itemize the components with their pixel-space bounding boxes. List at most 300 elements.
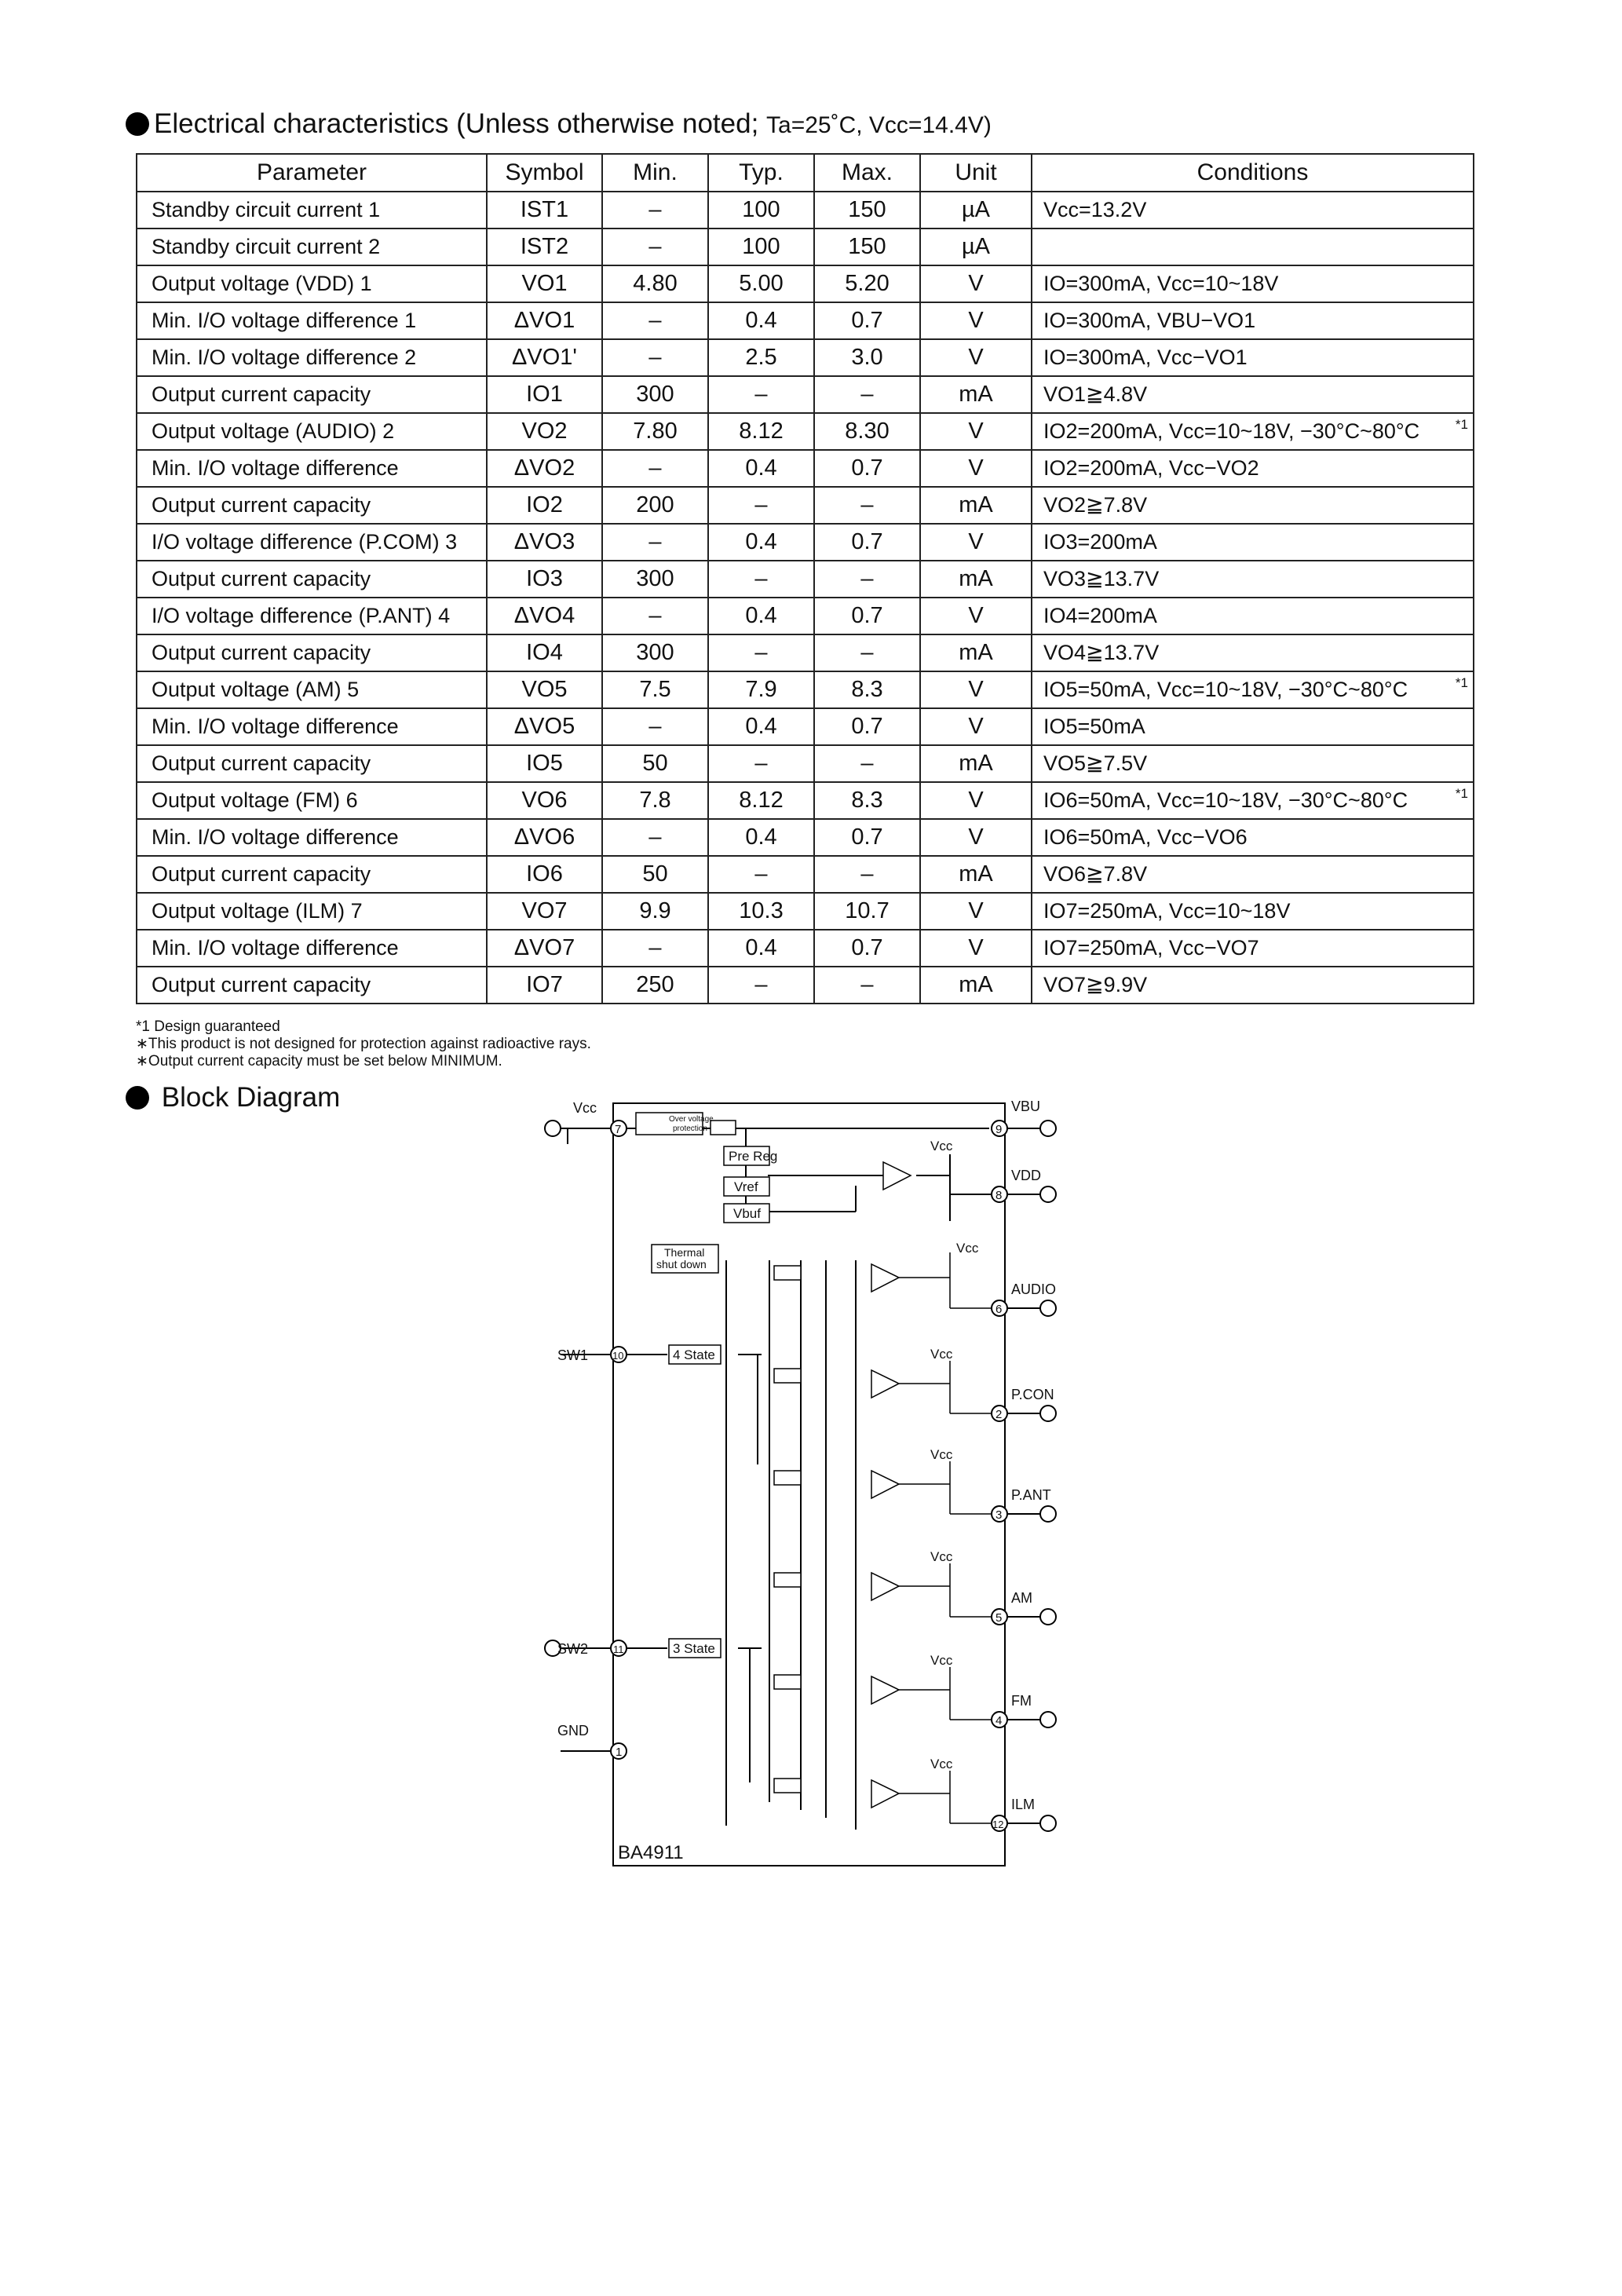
- header-max: Max.: [814, 154, 920, 192]
- cell-param: [137, 561, 487, 598]
- symbol-text: IO2: [526, 492, 563, 517]
- cell-typ: [708, 671, 814, 708]
- cell-param: [137, 819, 487, 856]
- cell-typ: [708, 967, 814, 1004]
- cell-min: [602, 192, 708, 229]
- min-text: 4.80: [633, 271, 678, 296]
- typ-text: –: [754, 566, 768, 591]
- cell-min: [602, 708, 708, 745]
- table-row: [137, 634, 1474, 671]
- table-row: [137, 598, 1474, 634]
- footnotes: [136, 1018, 591, 1070]
- table-row: [137, 782, 1474, 819]
- vcc-label: Vcc: [930, 1347, 953, 1362]
- cell-max: [814, 782, 920, 819]
- external-terminal-icon: [1040, 1815, 1056, 1831]
- regulator-channel: [774, 1252, 1005, 1308]
- cell-typ: [708, 856, 814, 893]
- symbol-text: IO7: [526, 972, 563, 997]
- cell-cond: [1032, 819, 1474, 856]
- param-text: Min. I/O voltage difference: [152, 936, 399, 960]
- typ-text: –: [754, 640, 768, 665]
- cell-min: [602, 450, 708, 487]
- cell-unit: [920, 893, 1032, 930]
- switch-icon: [774, 1266, 801, 1280]
- typ-text: 8.12: [739, 419, 784, 444]
- cell-unit: [920, 930, 1032, 967]
- op-amp-icon: [871, 1780, 899, 1808]
- cell-unit: [920, 598, 1032, 634]
- block-diagram: [542, 1095, 1076, 1881]
- table-row: [137, 302, 1474, 339]
- table-row: [137, 229, 1474, 265]
- table-row: [137, 745, 1474, 782]
- cell-cond: [1032, 524, 1474, 561]
- symbol-text: ΔVO3: [513, 529, 575, 554]
- cond-text: IO6=50mA, Vcc−VO6: [1043, 825, 1248, 849]
- cell-min: [602, 339, 708, 376]
- unit-text: mA: [959, 382, 993, 407]
- table-row: [137, 376, 1474, 413]
- min-text: 7.5: [639, 677, 671, 702]
- cell-unit: [920, 413, 1032, 450]
- cell-typ: [708, 487, 814, 524]
- table-row: [137, 967, 1474, 1004]
- min-text: 9.9: [639, 898, 671, 923]
- cell-cond: [1032, 561, 1474, 598]
- cell-typ: [708, 561, 814, 598]
- symbol-text: VO2: [521, 419, 568, 444]
- cell-param: [137, 265, 487, 302]
- cell-min: [602, 229, 708, 265]
- unit-text: mA: [959, 640, 993, 665]
- cell-symbol: [487, 745, 602, 782]
- cell-param: [137, 524, 487, 561]
- cell-typ: [708, 930, 814, 967]
- cell-max: [814, 967, 920, 1004]
- cond-text: VO7≧9.9V: [1043, 973, 1148, 996]
- symbol-text: IST1: [520, 197, 569, 222]
- typ-text: 7.9: [745, 677, 777, 702]
- cell-symbol: [487, 782, 602, 819]
- cell-unit: [920, 339, 1032, 376]
- symbol-text: IST2: [520, 234, 569, 259]
- unit-text: V: [968, 824, 984, 850]
- vbuf-label: Vbuf: [733, 1206, 761, 1221]
- regulator-channel: [774, 1667, 1005, 1720]
- cell-typ: [708, 265, 814, 302]
- op-amp-icon: [871, 1370, 899, 1398]
- cell-min: [602, 413, 708, 450]
- max-text: 5.20: [845, 271, 890, 296]
- cell-param: [137, 930, 487, 967]
- min-text: –: [648, 455, 662, 481]
- cell-cond: [1032, 229, 1474, 265]
- cond-text: IO7=250mA, Vcc=10~18V: [1043, 899, 1291, 923]
- over-voltage-label: protection: [673, 1124, 707, 1133]
- vcc-label: Vcc: [930, 1757, 953, 1771]
- cell-symbol: [487, 967, 602, 1004]
- typ-text: 10.3: [739, 898, 784, 923]
- pin-label-audio: AUDIO: [1011, 1281, 1057, 1297]
- cell-param: [137, 967, 487, 1004]
- cell-cond: [1032, 302, 1474, 339]
- cell-min: [602, 634, 708, 671]
- cond-text: IO2=200mA, Vcc−VO2: [1043, 456, 1259, 480]
- op-amp-icon: [883, 1162, 911, 1190]
- unit-text: mA: [959, 566, 993, 591]
- pin-number: 1: [616, 1746, 623, 1759]
- cond-text: IO=300mA, Vcc=10~18V: [1043, 272, 1279, 295]
- min-text: 300: [636, 640, 674, 665]
- symbol-text: VO6: [521, 788, 568, 813]
- regulator-channel: [774, 1771, 1005, 1823]
- symbol-text: IO3: [526, 566, 563, 591]
- typ-text: 100: [742, 197, 780, 222]
- pin-number: 10: [612, 1350, 624, 1362]
- min-text: 250: [636, 972, 674, 997]
- cell-param: [137, 413, 487, 450]
- external-terminal-icon: [1040, 1609, 1056, 1625]
- cell-param: [137, 893, 487, 930]
- param-text: Standby circuit current 2: [152, 235, 381, 258]
- cell-max: [814, 265, 920, 302]
- cell-symbol: [487, 229, 602, 265]
- op-amp-icon: [871, 1471, 899, 1498]
- cell-max: [814, 930, 920, 967]
- pin-number: 11: [613, 1643, 624, 1655]
- cell-cond: [1032, 745, 1474, 782]
- op-amp-icon: [871, 1573, 899, 1600]
- symbol-text: IO6: [526, 861, 563, 887]
- pin-label-sw2: SW2: [557, 1641, 589, 1657]
- pin-label-vbu: VBU: [1011, 1099, 1041, 1114]
- min-text: –: [648, 308, 662, 333]
- min-text: –: [648, 603, 662, 628]
- cond-text: VO6≧7.8V: [1043, 862, 1148, 886]
- unit-text: mA: [959, 861, 993, 887]
- symbol-text: ΔVO6: [513, 824, 575, 850]
- cell-symbol: [487, 376, 602, 413]
- cell-typ: [708, 413, 814, 450]
- max-text: –: [860, 492, 874, 517]
- pin-label-gnd: GND: [557, 1723, 589, 1738]
- cell-typ: [708, 229, 814, 265]
- cond-text: VO4≧13.7V: [1043, 641, 1160, 664]
- cell-unit: [920, 450, 1032, 487]
- cell-cond: [1032, 450, 1474, 487]
- typ-text: –: [754, 861, 768, 887]
- cell-symbol: [487, 708, 602, 745]
- footnote-marker: *1: [1455, 786, 1468, 801]
- pin-number: 8: [995, 1189, 1003, 1202]
- param-text: Output voltage (AUDIO) 2: [152, 419, 395, 443]
- typ-text: 0.4: [745, 824, 777, 850]
- typ-text: 5.00: [739, 271, 784, 296]
- cell-cond: [1032, 376, 1474, 413]
- regulator-channel: [883, 1162, 911, 1190]
- unit-text: V: [968, 529, 984, 554]
- bullet-icon: [126, 1086, 149, 1110]
- cell-unit: [920, 561, 1032, 598]
- typ-text: –: [754, 492, 768, 517]
- max-text: –: [860, 972, 874, 997]
- unit-text: µA: [961, 197, 991, 222]
- symbol-text: ΔVO2: [513, 455, 575, 481]
- max-text: 10.7: [845, 898, 890, 923]
- table-row: [137, 450, 1474, 487]
- pin-label-sw1: SW1: [557, 1347, 589, 1363]
- max-text: 0.7: [851, 455, 883, 481]
- typ-text: 0.4: [745, 529, 777, 554]
- cond-text: IO2=200mA, Vcc=10~18V, −30°C~80°C: [1043, 419, 1420, 443]
- cell-unit: [920, 524, 1032, 561]
- table-row: [137, 856, 1474, 893]
- unit-text: mA: [959, 492, 993, 517]
- pin-number: 6: [995, 1303, 1003, 1316]
- header-conditions: Conditions: [1032, 154, 1474, 192]
- header-min: Min.: [602, 154, 708, 192]
- header-parameter: Parameter: [137, 154, 487, 192]
- unit-text: V: [968, 677, 984, 702]
- param-text: Min. I/O voltage difference: [152, 715, 399, 738]
- cell-typ: [708, 893, 814, 930]
- regulator-channel: [774, 1361, 1005, 1413]
- block-diagram-heading: [126, 1082, 340, 1113]
- cell-max: [814, 708, 920, 745]
- switch-icon: [711, 1121, 736, 1135]
- cell-symbol: [487, 893, 602, 930]
- pin-number: 3: [995, 1508, 1003, 1522]
- cell-param: [137, 598, 487, 634]
- cell-typ: [708, 745, 814, 782]
- pin-label-pcon: P.CON: [1011, 1387, 1054, 1402]
- header-unit: Unit: [920, 154, 1032, 192]
- cell-cond: [1032, 967, 1474, 1004]
- pin-number: 2: [995, 1408, 1003, 1421]
- min-text: –: [648, 714, 662, 739]
- unit-text: V: [968, 898, 984, 923]
- table-row: [137, 708, 1474, 745]
- min-text: –: [648, 529, 662, 554]
- switch-icon: [774, 1675, 801, 1689]
- symbol-text: ΔVO4: [513, 603, 575, 628]
- min-text: 300: [636, 382, 674, 407]
- cell-symbol: [487, 930, 602, 967]
- pin-label-fm: FM: [1011, 1693, 1032, 1709]
- max-text: 150: [848, 197, 886, 222]
- cond-text: IO=300mA, VBU−VO1: [1043, 309, 1256, 332]
- typ-text: –: [754, 382, 768, 407]
- cell-min: [602, 819, 708, 856]
- cell-max: [814, 339, 920, 376]
- cell-min: [602, 598, 708, 634]
- max-text: 0.7: [851, 824, 883, 850]
- pin-label-vdd: VDD: [1011, 1168, 1042, 1183]
- footnote-marker: *1: [1455, 417, 1468, 432]
- cell-symbol: [487, 339, 602, 376]
- cell-max: [814, 671, 920, 708]
- cell-symbol: [487, 671, 602, 708]
- cell-symbol: [487, 192, 602, 229]
- cell-symbol: [487, 302, 602, 339]
- max-text: 0.7: [851, 308, 883, 333]
- cell-max: [814, 302, 920, 339]
- cell-symbol: [487, 413, 602, 450]
- max-text: –: [860, 861, 874, 887]
- cell-symbol: [487, 561, 602, 598]
- param-text: I/O voltage difference (P.ANT) 4: [152, 604, 451, 627]
- cond-text: VO5≧7.5V: [1043, 751, 1148, 775]
- table-row: [137, 524, 1474, 561]
- cell-symbol: [487, 634, 602, 671]
- table-body: [137, 192, 1474, 1004]
- cell-min: [602, 302, 708, 339]
- cell-param: [137, 376, 487, 413]
- unit-text: V: [968, 345, 984, 370]
- cell-param: [137, 782, 487, 819]
- table-row: [137, 413, 1474, 450]
- param-text: Min. I/O voltage difference: [152, 825, 399, 849]
- unit-text: V: [968, 308, 984, 333]
- cell-min: [602, 671, 708, 708]
- min-text: 200: [636, 492, 674, 517]
- cell-min: [602, 487, 708, 524]
- cell-cond: [1032, 192, 1474, 229]
- param-text: Output current capacity: [152, 567, 371, 590]
- cond-text: IO5=50mA, Vcc=10~18V, −30°C~80°C: [1043, 678, 1408, 701]
- table-row: [137, 819, 1474, 856]
- cell-cond: [1032, 413, 1474, 450]
- max-text: 0.7: [851, 714, 883, 739]
- cell-min: [602, 856, 708, 893]
- min-text: –: [648, 234, 662, 259]
- max-text: –: [860, 640, 874, 665]
- three-state-label: 3 State: [673, 1641, 715, 1656]
- cell-min: [602, 893, 708, 930]
- cell-unit: [920, 192, 1032, 229]
- thermal-label: shut down: [656, 1258, 707, 1270]
- symbol-text: VO1: [521, 271, 568, 296]
- unit-text: mA: [959, 972, 993, 997]
- cell-symbol: [487, 856, 602, 893]
- pre-reg-label: Pre Reg: [729, 1149, 778, 1164]
- typ-text: –: [754, 972, 768, 997]
- cond-text: IO3=200mA: [1043, 530, 1157, 554]
- typ-text: 8.12: [739, 788, 784, 813]
- cell-unit: [920, 671, 1032, 708]
- cell-cond: [1032, 265, 1474, 302]
- cell-max: [814, 561, 920, 598]
- cell-unit: [920, 229, 1032, 265]
- cell-unit: [920, 782, 1032, 819]
- cell-cond: [1032, 782, 1474, 819]
- pin-label-pant: P.ANT: [1011, 1487, 1051, 1503]
- regulator-channel: [774, 1563, 1005, 1617]
- cell-unit: [920, 487, 1032, 524]
- max-text: 0.7: [851, 935, 883, 960]
- block-diagram-title: Block Diagram: [161, 1082, 341, 1113]
- cell-typ: [708, 782, 814, 819]
- cell-unit: [920, 302, 1032, 339]
- param-text: Output voltage (FM) 6: [152, 788, 358, 812]
- cell-typ: [708, 376, 814, 413]
- cell-typ: [708, 450, 814, 487]
- pin-label-ilm: ILM: [1011, 1797, 1036, 1812]
- symbol-text: ΔVO1': [512, 345, 577, 370]
- param-text: Standby circuit current 1: [152, 198, 381, 221]
- cond-text: VO3≧13.7V: [1043, 567, 1160, 590]
- min-text: –: [648, 345, 662, 370]
- cell-cond: [1032, 339, 1474, 376]
- max-text: 0.7: [851, 529, 883, 554]
- cell-typ: [708, 634, 814, 671]
- footnote-marker: *1: [1455, 675, 1468, 690]
- param-text: Min. I/O voltage difference 2: [152, 345, 417, 369]
- bullet-icon: [126, 112, 149, 136]
- ec-title-main: Electrical characteristics (Unless otherwise noted;: [154, 108, 767, 139]
- chip-name: BA4911: [618, 1842, 684, 1863]
- unit-text: V: [968, 419, 984, 444]
- vref-label: Vref: [734, 1179, 758, 1194]
- external-terminal-icon: [1040, 1186, 1056, 1202]
- footnote: ∗This product is not designed for protection against radioactive rays.: [136, 1036, 591, 1052]
- typ-text: 0.4: [745, 308, 777, 333]
- param-text: Output voltage (VDD) 1: [152, 272, 372, 295]
- pin-number: 5: [995, 1611, 1003, 1625]
- vcc-label: Vcc: [930, 1549, 953, 1564]
- min-text: 7.80: [633, 419, 678, 444]
- typ-text: 0.4: [745, 455, 777, 481]
- param-text: Min. I/O voltage difference 1: [152, 309, 417, 332]
- pin-label-vcc: Vcc: [573, 1100, 597, 1116]
- cond-text: IO=300mA, Vcc−VO1: [1043, 345, 1248, 369]
- symbol-text: VO7: [521, 898, 568, 923]
- unit-text: V: [968, 788, 984, 813]
- cell-max: [814, 487, 920, 524]
- cell-min: [602, 524, 708, 561]
- vcc-label: Vcc: [930, 1447, 953, 1462]
- min-text: –: [648, 935, 662, 960]
- cell-symbol: [487, 265, 602, 302]
- cell-typ: [708, 598, 814, 634]
- param-text: Output current capacity: [152, 862, 371, 886]
- max-text: 8.3: [851, 788, 883, 813]
- cond-text: IO7=250mA, Vcc−VO7: [1043, 936, 1259, 960]
- pin-number: 7: [615, 1123, 622, 1136]
- symbol-text: IO1: [526, 382, 563, 407]
- cond-text: VO2≧7.8V: [1043, 493, 1148, 517]
- min-text: 7.8: [639, 788, 671, 813]
- over-voltage-label: Over voltage: [669, 1115, 714, 1124]
- symbol-text: ΔVO1: [513, 308, 575, 333]
- cell-cond: [1032, 634, 1474, 671]
- param-text: Min. I/O voltage difference: [152, 456, 399, 480]
- cell-cond: [1032, 671, 1474, 708]
- table-row: [137, 561, 1474, 598]
- cell-min: [602, 782, 708, 819]
- pin-number: 4: [995, 1714, 1003, 1727]
- op-amp-icon: [871, 1264, 899, 1292]
- table-row: [137, 192, 1474, 229]
- unit-text: V: [968, 603, 984, 628]
- cell-min: [602, 265, 708, 302]
- cell-param: [137, 229, 487, 265]
- cell-param: [137, 302, 487, 339]
- external-terminal-icon: [1040, 1300, 1056, 1316]
- cell-param: [137, 450, 487, 487]
- footnote: *1 Design guaranteed: [136, 1018, 280, 1035]
